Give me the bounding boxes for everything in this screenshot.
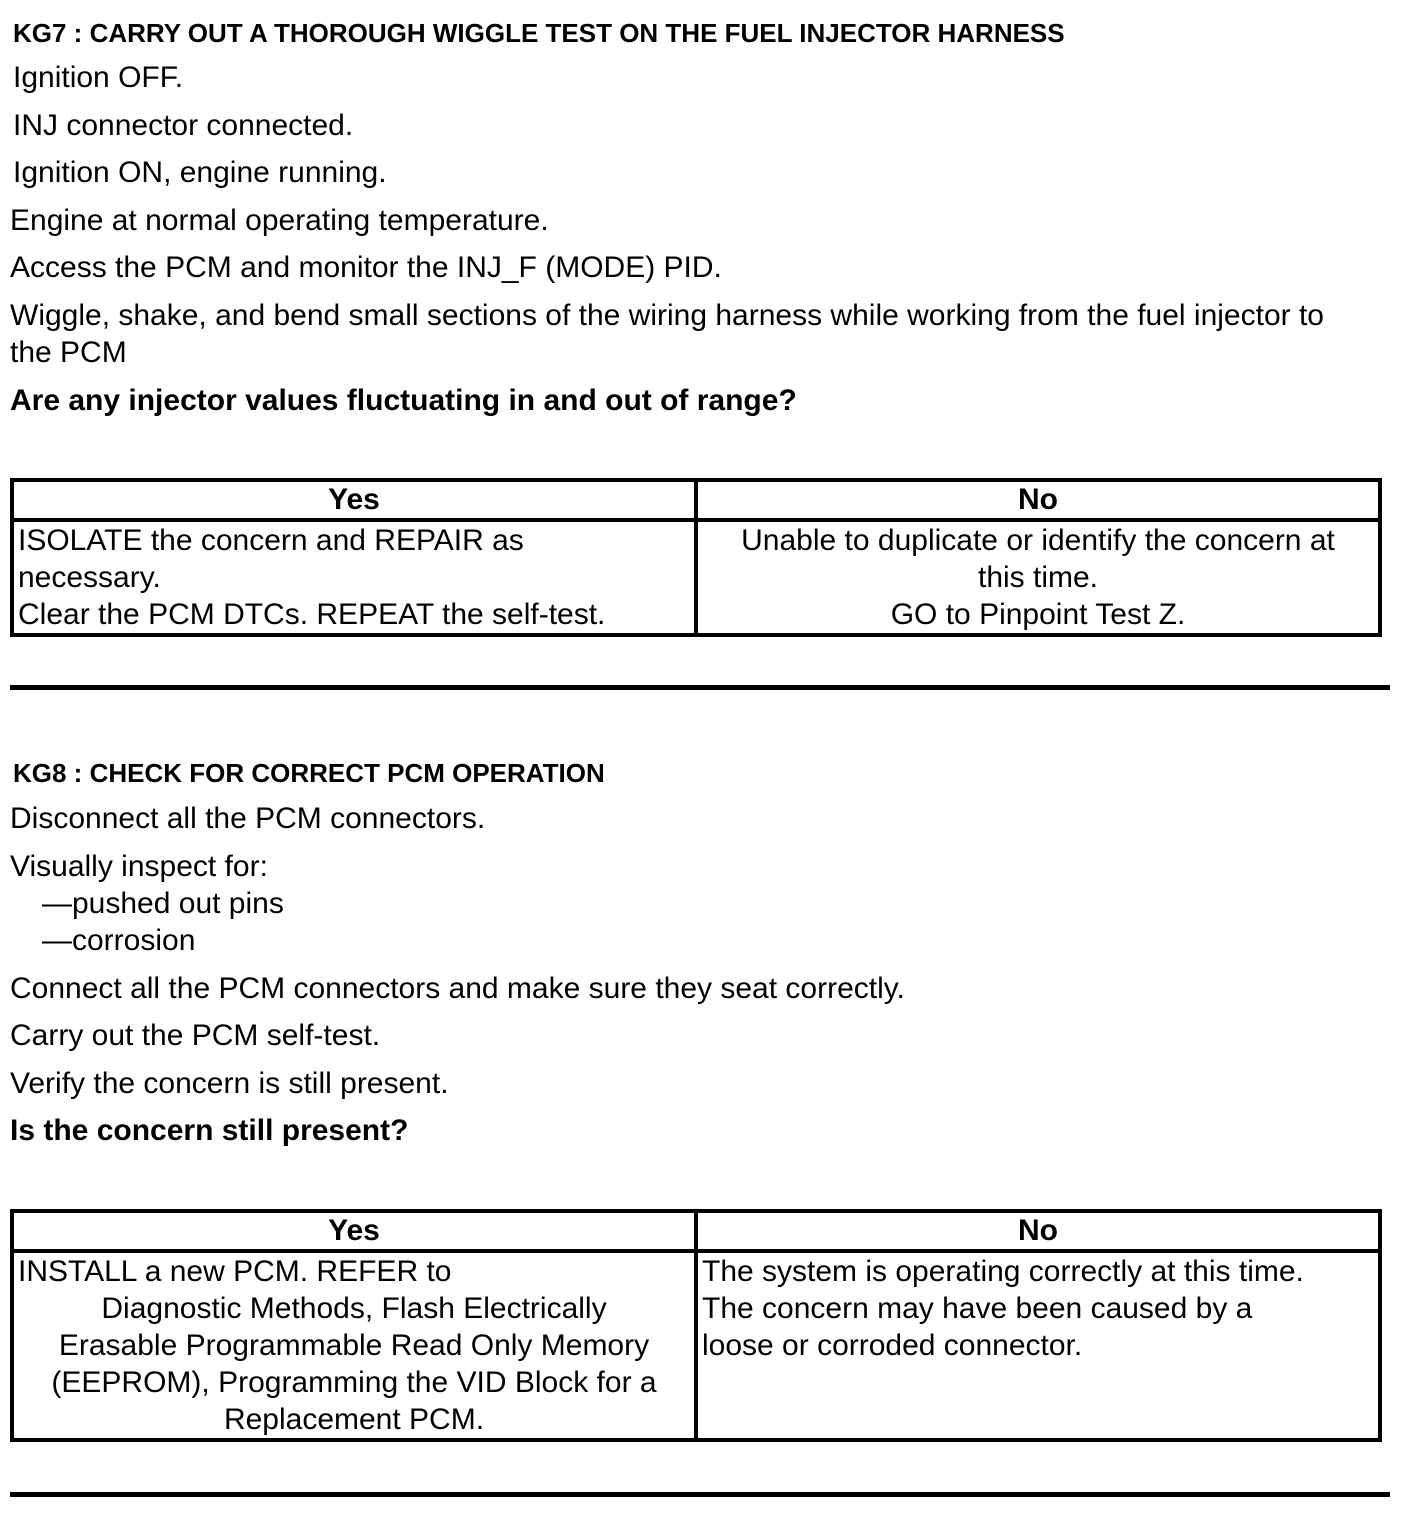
kg8-step-5: Verify the concern is still present. — [10, 1067, 449, 1100]
kg8-title: KG8 : CHECK FOR CORRECT PCM OPERATION — [13, 758, 605, 788]
kg7-no-cell — [696, 520, 1380, 635]
kg8-yes-line-4: (EEPROM), Programming the VID Block for a — [51, 1366, 657, 1399]
kg8-yes-line-1: INSTALL a new PCM. REFER to — [18, 1255, 452, 1288]
kg8-no-header: No — [696, 1211, 1380, 1251]
kg7-step-1: Ignition OFF. — [13, 61, 184, 94]
kg8-result-table — [10, 1209, 1382, 1442]
kg8-step-4: Carry out the PCM self-test. — [10, 1019, 381, 1052]
kg7-yes-line-2: necessary. — [18, 561, 161, 594]
section-divider-bottom — [10, 1492, 1390, 1497]
kg8-yes-header: Yes — [12, 1211, 696, 1251]
kg8-step-1: Disconnect all the PCM connectors. — [10, 802, 486, 835]
kg8-step-2-item-1: —pushed out pins — [42, 887, 284, 920]
kg8-yes-cell — [12, 1251, 696, 1440]
section-divider — [10, 685, 1390, 690]
kg7-step-2: INJ connector connected. — [13, 109, 354, 142]
kg8-no-cell — [696, 1251, 1380, 1440]
kg8-no-line-2: The concern may have been caused by a — [702, 1292, 1253, 1325]
kg7-step-3: Ignition ON, engine running. — [13, 156, 387, 189]
kg8-yes-line-5: Replacement PCM. — [223, 1403, 485, 1436]
kg8-yes-line-2: Diagnostic Methods, Flash Electrically — [101, 1292, 607, 1325]
kg8-yes-line-3: Erasable Programmable Read Only Memory — [58, 1329, 650, 1362]
kg7-yes-header: Yes — [12, 480, 696, 520]
kg8-question: Is the concern still present? — [10, 1114, 409, 1147]
kg8-step-2-item-2: —corrosion — [42, 924, 196, 957]
kg7-title: KG7 : CARRY OUT A THOROUGH WIGGLE TEST ON THE FUEL INJECTOR HARNESS — [13, 18, 1065, 48]
kg7-no-line-1: Unable to duplicate or identify the concern at — [741, 524, 1335, 557]
kg7-no-line-2: this time. — [977, 561, 1099, 594]
kg7-no-header: No — [696, 480, 1380, 520]
kg7-step-5: Access the PCM and monitor the INJ_F (MODE) PID. — [10, 251, 722, 284]
kg8-step-3: Connect all the PCM connectors and make sure they seat correctly. — [10, 972, 905, 1005]
kg7-no-line-3: GO to Pinpoint Test Z. — [890, 598, 1186, 631]
kg8-no-line-3: loose or corroded connector. — [702, 1329, 1083, 1362]
kg7-yes-cell — [12, 520, 696, 635]
kg8-no-line-1: The system is operating correctly at this time. — [702, 1255, 1304, 1288]
kg7-step-6: Wiggle, shake, and bend small sections of the wiring harness while working from the fuel injector to the PCM — [10, 299, 1324, 369]
kg7-question: Are any injector values fluctuating in and out of range? — [10, 384, 797, 417]
kg7-step-4: Engine at normal operating temperature. — [10, 204, 549, 237]
kg8-step-2: Visually inspect for: — [10, 850, 268, 883]
kg7-result-table — [10, 478, 1382, 637]
kg7-yes-line-1: ISOLATE the concern and REPAIR as — [18, 524, 524, 557]
kg7-yes-line-3: Clear the PCM DTCs. REPEAT the self-test. — [18, 598, 606, 631]
